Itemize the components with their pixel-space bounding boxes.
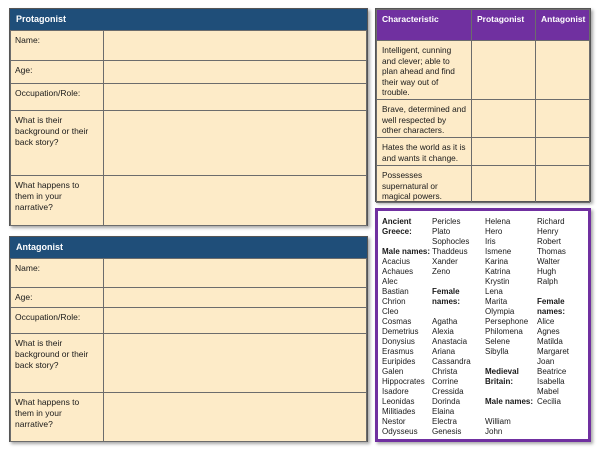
protagonist-age-field[interactable] [104,61,367,84]
name-item: Hippocrates [382,377,425,386]
antagonist-age-field[interactable] [104,288,367,308]
name-item: Genesis [432,427,462,436]
name-item: Dorinda [432,397,461,406]
antagonist-narrative-field[interactable] [104,393,367,442]
antagonist-title: Antagonist [10,237,367,258]
protagonist-backstory-field[interactable] [104,111,367,176]
name-item: Karina [485,257,509,266]
characteristic-card [375,8,591,202]
name-item: Hugh [537,267,557,276]
protagonist-backstory-label: What is their background or their back story? [11,111,104,176]
characteristic-hates-world-protagonist-cell[interactable] [472,138,536,166]
name-item: Achaues [382,267,414,276]
name-item: Bastian [382,287,409,296]
name-item: Alexia [432,327,454,336]
name-item: Ralph [537,277,558,286]
name-item: Elaina [432,407,455,416]
names-column-1 [382,217,430,437]
name-item: Persephone [485,317,529,326]
protagonist-name-field[interactable] [104,31,367,61]
name-item: Nestor [382,417,406,426]
protagonist-age-label: Age: [11,61,104,84]
name-item: Matilda [537,337,563,346]
characteristic-intelligent-protagonist-cell[interactable] [472,41,536,100]
antagonist-narrative-label: What happens to them in your narrative? [11,393,104,442]
name-item: Selene [485,337,510,346]
antagonist-name-label: Name: [11,259,104,288]
name-item: Hero [485,227,503,236]
name-item: Lena [485,287,503,296]
name-item: Ariana [432,347,456,356]
name-item: Isadore [382,387,409,396]
names-column-4 [537,217,569,407]
name-item: Agnes [537,327,560,336]
name-item: Joan [537,357,555,366]
names-card [375,208,591,442]
name-item: Thaddeus [432,247,468,256]
name-item: Militiades [382,407,416,416]
name-item: Corrine [432,377,459,386]
name-item: Philomena [485,327,523,336]
name-item: Sibylla [485,347,509,356]
names-heading: names: [432,297,461,306]
name-item: Odysseus [382,427,418,436]
characteristic-table [376,9,590,203]
name-item: Richard [537,217,565,226]
name-item: Leonidas [382,397,415,406]
name-item: Cosmas [382,317,412,326]
name-item: Alec [382,277,398,286]
antagonist-card [9,236,368,442]
name-item: Galen [382,367,404,376]
names-heading: Britain: [485,377,513,386]
name-item: William [485,417,511,426]
characteristic-intelligent-antagonist-cell[interactable] [536,41,590,100]
names-heading: Greece: [382,227,412,236]
name-item: Xander [432,257,458,266]
name-item: Robert [537,237,562,246]
name-item: Margaret [537,347,570,356]
name-item: Ismene [485,247,512,256]
antagonist-age-label: Age: [11,288,104,308]
protagonist-narrative-label: What happens to them in your narrative? [11,176,104,226]
name-item: Erasmus [382,347,414,356]
names-heading: Female [537,297,565,306]
name-item: Christa [432,367,458,376]
names-subheading: Male names: [485,397,534,406]
names-column-2 [432,217,471,437]
name-item: Zeno [432,267,451,276]
protagonist-card [9,8,368,226]
antagonist-backstory-field[interactable] [104,334,367,393]
name-item: Agatha [432,317,458,326]
name-item: Anastacia [432,337,468,346]
name-item: Sophocles [432,237,470,246]
name-item: Chrion [382,297,406,306]
name-item: Walter [537,257,560,266]
name-item: Demetrius [382,327,419,336]
characteristic-hates-world: Hates the world as it is and wants it change. [377,138,472,166]
name-item: Pericles [432,217,461,226]
name-item: Iris [485,237,496,246]
antagonist-occupation-field[interactable] [104,308,367,334]
name-item: Krystin [485,277,510,286]
name-item: Acacius [382,257,411,266]
protagonist-header: Protagonist [472,10,536,41]
names-heading: Ancient [382,217,412,226]
protagonist-occupation-field[interactable] [104,84,367,111]
protagonist-table [10,30,367,226]
name-item: Donysius [382,337,415,346]
name-item: Henry [537,227,559,236]
name-item: Plato [432,227,451,236]
name-item: Cressida [432,387,464,396]
names-heading: Female [432,287,460,296]
characteristic-intelligent: Intelligent, cunning and clever; able to plan ahead and find their way out of trouble. [377,41,472,100]
characteristic-supernatural-protagonist-cell[interactable] [472,166,536,203]
antagonist-table [10,258,367,442]
names-subheading: Male names: [382,247,431,256]
characteristic-brave: Brave, determined and well respected by other characters. [377,100,472,138]
name-item: Cleo [382,307,399,316]
name-item: Cassandra [432,357,471,366]
names-heading: Medieval [485,367,519,376]
name-item: Isabella [537,377,565,386]
protagonist-narrative-field[interactable] [104,176,367,226]
antagonist-name-field[interactable] [104,259,367,288]
characteristic-supernatural: Possesses supernatural or magical powers. [377,166,472,203]
names-column-3 [485,217,533,437]
name-item: Helena [485,217,511,226]
antagonist-occupation-label: Occupation/Role: [11,308,104,334]
protagonist-title: Protagonist [10,9,367,30]
name-item: Alice [537,317,555,326]
name-item: Olympia [485,307,515,316]
characteristic-brave-protagonist-cell[interactable] [472,100,536,138]
names-heading: names: [537,307,566,316]
name-item: John [485,427,503,436]
name-item: Electra [432,417,457,426]
characteristic-hates-world-antagonist-cell[interactable] [536,138,590,166]
name-item: Thomas [537,247,566,256]
antagonist-backstory-label: What is their background or their back story? [11,334,104,393]
name-item: Marita [485,297,508,306]
antagonist-header: Antagonist [536,10,590,41]
name-item: Mabel [537,387,559,396]
protagonist-occupation-label: Occupation/Role: [11,84,104,111]
characteristic-brave-antagonist-cell[interactable] [536,100,590,138]
characteristic-header: Characteristic [377,10,472,41]
name-item: Katrina [485,267,511,276]
protagonist-name-label: Name: [11,31,104,61]
characteristic-supernatural-antagonist-cell[interactable] [536,166,590,203]
name-item: Cecilia [537,397,562,406]
name-item: Euripides [382,357,416,366]
name-item: Beatrice [537,367,567,376]
